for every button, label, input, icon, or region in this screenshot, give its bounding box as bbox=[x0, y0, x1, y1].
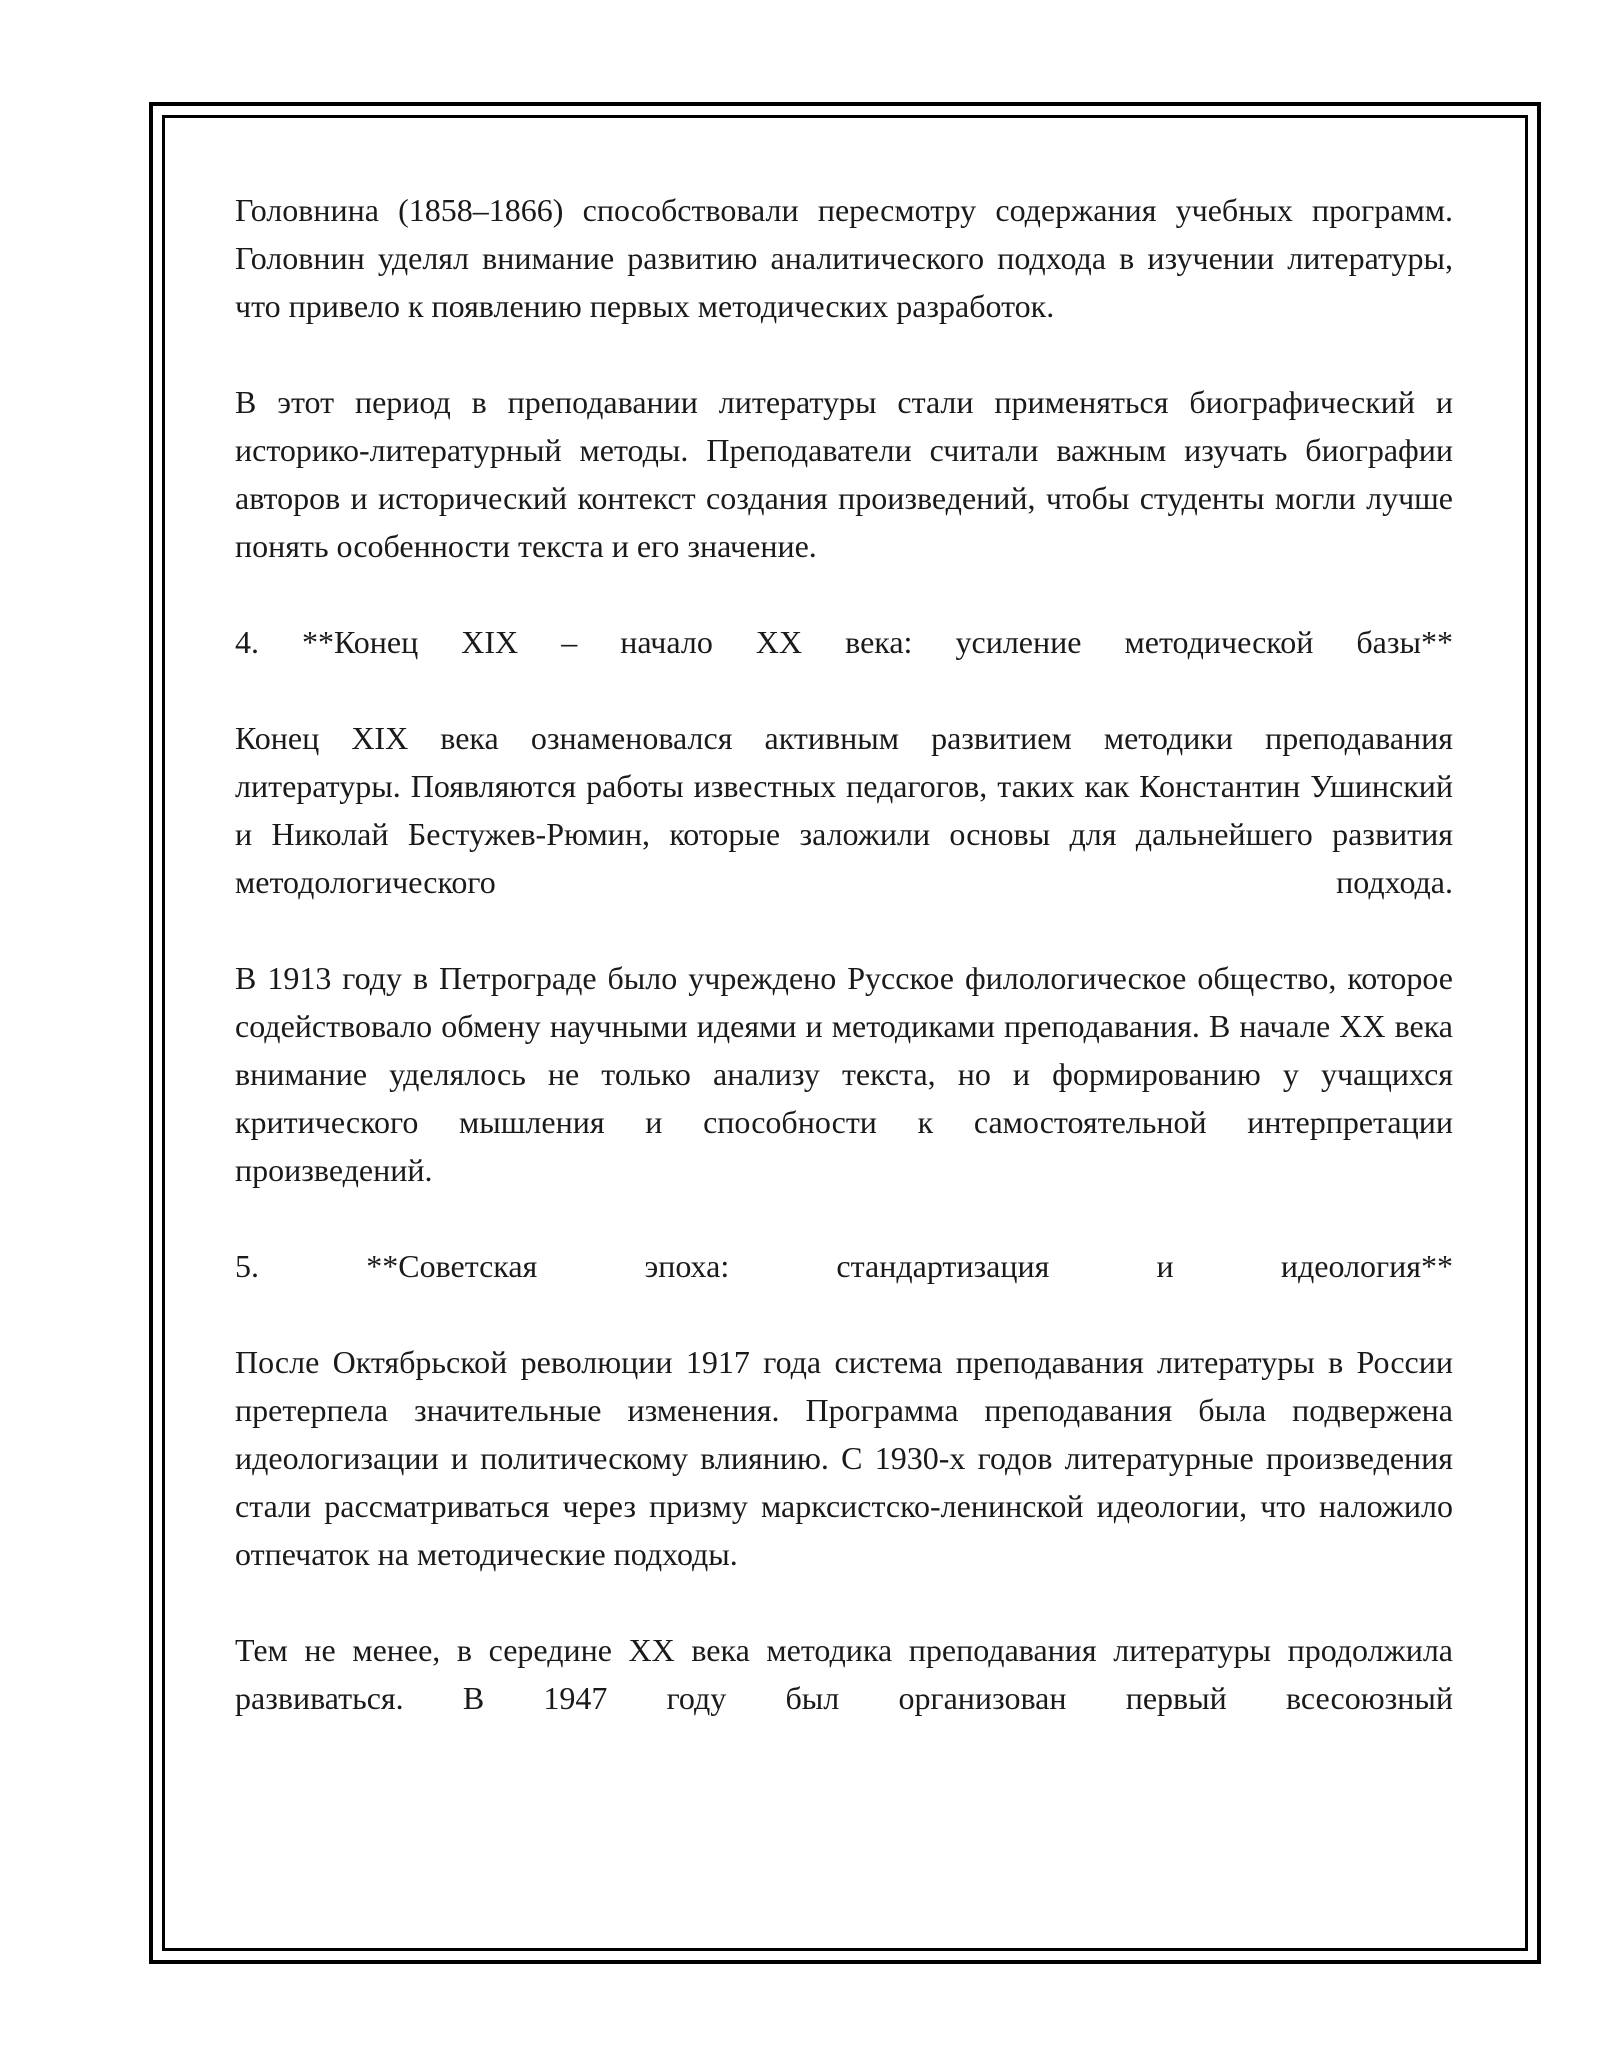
paragraph-mid-20th-century: Тем не менее, в середине XX века методика преподавания литературы продолжила развиваться. В 1947 году был организован первый всесоюзный bbox=[235, 1632, 1453, 1716]
paragraph-methods: В этот период в преподавании литературы стали применяться биографический и историко-литературный методы. Преподаватели считали важным изучать биографии авторов и исторический контекст создания произведений, чтобы студенты могли лучше понять особенности текста и его значение. bbox=[235, 384, 1453, 564]
paragraph-late-19th-century: Конец XIX века ознаменовался активным развитием методики преподавания литературы. Появляются работы известных педагогов, таких как Константин Ушинский и Николай Бестужев-Рюмин, которые заложили основы для дальнейшего развития методологического подхода. bbox=[235, 720, 1453, 900]
section-heading-5: 5. **Советская эпоха: стандартизация и идеология** bbox=[235, 1248, 1453, 1284]
paragraph-golovnin: Головнина (1858–1866) способствовали пересмотру содержания учебных программ. Головнин уделял внимание развитию аналитического подхода в изучении литературы, что привело к появлению первых методических разработок. bbox=[235, 192, 1453, 324]
section-heading-4: 4. **Конец XIX – начало XX века: усиление методической базы** bbox=[235, 624, 1453, 660]
document-body bbox=[235, 186, 1453, 1770]
paragraph-philological-society: В 1913 году в Петрограде было учреждено Русское филологическое общество, которое содействовало обмену научными идеями и методиками преподавания. В начале XX века внимание уделялось не только анализу текста, но и формированию у учащихся критического мышления и способности к самостоятельной интерпретации произведений. bbox=[235, 960, 1453, 1188]
paragraph-soviet-era: После Октябрьской революции 1917 года система преподавания литературы в России претерпела значительные изменения. Программа преподавания была подвержена идеологизации и политическому влиянию. С 1930-х годов литературные произведения стали рассматриваться через призму марксистско-ленинской идеологии, что наложило отпечаток на методические подходы. bbox=[235, 1344, 1453, 1572]
